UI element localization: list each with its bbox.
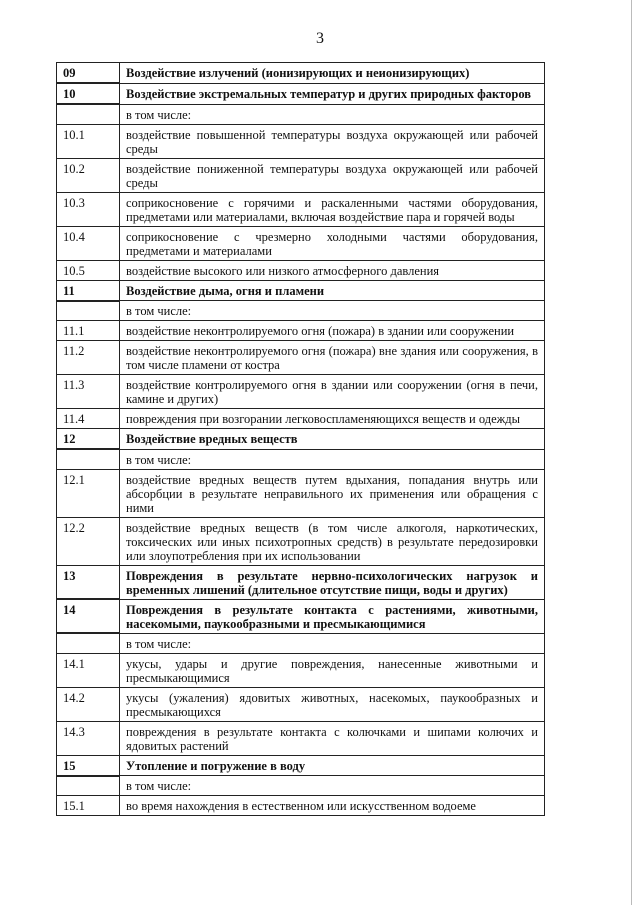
table-row [57, 796, 545, 816]
row-code: 11.2 [57, 341, 120, 375]
table-row [57, 687, 545, 721]
row-description: укусы (ужаления) ядовитых животных, насекомых, паукообразных и пресмыкающихся [120, 687, 545, 721]
table-row [57, 104, 545, 124]
row-code: 11.3 [57, 375, 120, 409]
table-row [57, 653, 545, 687]
row-description: повреждения при возгорании легковоспламеняющихся веществ и одежды [120, 409, 545, 429]
table-row [57, 776, 545, 796]
row-description: воздействие пониженной температуры воздуха окружающей или рабочей среды [120, 158, 545, 192]
table-row [57, 124, 545, 158]
row-code: 12.1 [57, 469, 120, 517]
table-row-section [57, 599, 545, 633]
table-row [57, 409, 545, 429]
classification-table [56, 62, 545, 816]
row-description: Повреждения в результате контакта с растениями, животными, насекомыми, паукообразными и пресмыкающимися [120, 599, 545, 633]
table-row [57, 321, 545, 341]
row-code [57, 104, 120, 124]
row-code: 09 [57, 63, 120, 84]
row-description: в том числе: [120, 104, 545, 124]
row-code: 12 [57, 429, 120, 450]
row-code: 11.1 [57, 321, 120, 341]
table-row [57, 158, 545, 192]
scan-edge-line [631, 0, 632, 905]
table-row-section [57, 755, 545, 776]
row-description: во время нахождения в естественном или искусственном водоеме [120, 796, 545, 816]
table-row [57, 341, 545, 375]
row-description: воздействие неконтролируемого огня (пожара) в здании или сооружении [120, 321, 545, 341]
row-code [57, 449, 120, 469]
table-row [57, 192, 545, 226]
table-row [57, 226, 545, 260]
row-code: 13 [57, 565, 120, 599]
row-description: Воздействие экстремальных температур и других природных факторов [120, 83, 545, 104]
row-code: 10.1 [57, 124, 120, 158]
row-code [57, 301, 120, 321]
row-description: воздействие вредных веществ путем вдыхания, попадания внутрь или абсорбции в результате неправильного их применения или обращения с ними [120, 469, 545, 517]
row-code: 12.2 [57, 517, 120, 565]
page-number: 3 [316, 30, 324, 47]
table-row [57, 517, 545, 565]
table-row [57, 449, 545, 469]
row-code: 10.4 [57, 226, 120, 260]
row-description: Воздействие дыма, огня и пламени [120, 280, 545, 301]
row-description: в том числе: [120, 301, 545, 321]
row-description: в том числе: [120, 633, 545, 653]
row-code: 10 [57, 83, 120, 104]
table-row-section [57, 280, 545, 301]
row-description: воздействие неконтролируемого огня (пожара) вне здания или сооружения, в том числе пламени от костра [120, 341, 545, 375]
row-code: 14.3 [57, 721, 120, 755]
row-description: воздействие вредных веществ (в том числе алкоголя, наркотических, токсических или иных психотропных средств) в результате передозировки или злоупотребления при их использовании [120, 517, 545, 565]
table-row-section [57, 429, 545, 450]
row-code: 15 [57, 755, 120, 776]
row-description: воздействие контролируемого огня в здании или сооружении (огня в печи, камине и других) [120, 375, 545, 409]
row-description: соприкосновение с чрезмерно холодными частями оборудования, предметами и материалами [120, 226, 545, 260]
table-row [57, 721, 545, 755]
row-description: воздействие повышенной температуры воздуха окружающей или рабочей среды [120, 124, 545, 158]
table-row [57, 469, 545, 517]
row-code: 14.1 [57, 653, 120, 687]
table-row-section [57, 565, 545, 599]
row-description: укусы, удары и другие повреждения, нанесенные животными и пресмыкающимися [120, 653, 545, 687]
row-description: Повреждения в результате нервно-психологических нагрузок и временных лишений (длительное отсутствие пищи, воды и других) [120, 565, 545, 599]
table-row-section [57, 63, 545, 84]
row-description: Воздействие вредных веществ [120, 429, 545, 450]
table-row [57, 301, 545, 321]
table-row [57, 260, 545, 280]
row-description: воздействие высокого или низкого атмосферного давления [120, 260, 545, 280]
row-code: 14 [57, 599, 120, 633]
row-description: Утопление и погружение в воду [120, 755, 545, 776]
row-code: 10.3 [57, 192, 120, 226]
row-code: 15.1 [57, 796, 120, 816]
row-description: Воздействие излучений (ионизирующих и неионизирующих) [120, 63, 545, 84]
table-row [57, 633, 545, 653]
row-code [57, 776, 120, 796]
row-description: в том числе: [120, 449, 545, 469]
row-code: 10.2 [57, 158, 120, 192]
table-row-section [57, 83, 545, 104]
row-code [57, 633, 120, 653]
row-code: 11 [57, 280, 120, 301]
row-code: 10.5 [57, 260, 120, 280]
row-description: повреждения в результате контакта с колючками и шипами колючих и ядовитых растений [120, 721, 545, 755]
row-description: соприкосновение с горячими и раскаленными частями оборудования, предметами или материалами, включая воздействие пара и горячей воды [120, 192, 545, 226]
row-description: в том числе: [120, 776, 545, 796]
row-code: 14.2 [57, 687, 120, 721]
row-code: 11.4 [57, 409, 120, 429]
table-row [57, 375, 545, 409]
